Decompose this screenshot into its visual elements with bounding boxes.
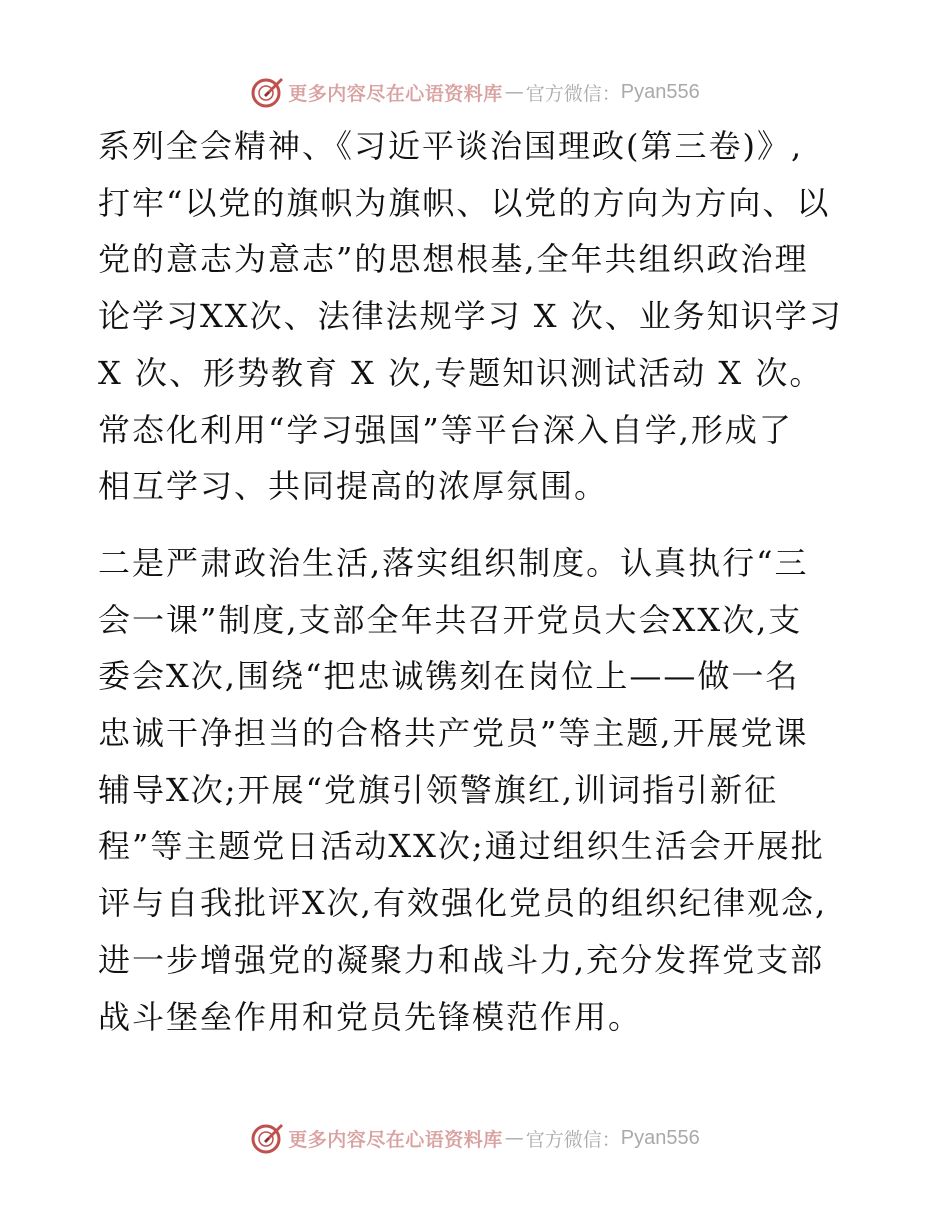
pen-logo-icon <box>250 75 284 109</box>
text-line: 评与自我批评X次,有效强化党员的组织纪律观念, <box>98 884 828 923</box>
text-line: 系列全会精神、《习近平谈治国理政(第三卷)》, <box>98 127 804 165</box>
text-line: 忠诚干净担当的合格共产党员”等主题,开展党课 <box>98 714 809 753</box>
text-line: 论学习XX次、法律法规学习 X 次、业务知识学习 <box>98 297 843 336</box>
text-line: 会一课”制度,支部全年共召开党员大会XX次,支 <box>98 600 803 639</box>
text-line: 战斗堡垒作用和党员先锋模范作用。 <box>98 997 643 1036</box>
text-line: 常态化利用“学习强国”等平台深入自学,形成了 <box>98 410 793 449</box>
pen-logo-icon <box>250 1121 284 1155</box>
text-line: 二是严肃政治生活,落实组织制度。认真执行“三 <box>98 543 809 582</box>
text-line: 相互学习、共同提高的浓厚氛围。 <box>98 467 609 506</box>
header-watermark <box>0 72 950 112</box>
text-line: 打牢“以党的旗帜为旗帜、以党的方向为方向、以 <box>98 183 831 222</box>
text-line: 程”等主题党日活动XX次;通过组织生活会开展批 <box>98 827 825 866</box>
footer-watermark <box>0 1118 950 1158</box>
watermark-separator: — <box>504 81 524 103</box>
paragraph-2 <box>98 535 850 1045</box>
watermark-wechat-label: 官方微信： <box>525 1128 621 1151</box>
text-line: 辅导X次;开展“党旗引领警旗红,训词指引新征 <box>98 770 779 809</box>
paragraph-1 <box>98 118 850 515</box>
watermark-wechat-label: 官方微信： <box>525 82 621 105</box>
watermark-site-text: 更多内容尽在心语资料库 <box>288 82 503 105</box>
text-line: 党的意志为意志”的思想根基,全年共组织政治理 <box>98 240 809 279</box>
text-line: 委会X次,围绕“把忠诚镌刻在岗位上——做一名 <box>98 657 800 696</box>
watermark-wechat-id: Pyan556 <box>620 1126 700 1149</box>
watermark-site-text: 更多内容尽在心语资料库 <box>288 1128 503 1151</box>
watermark-wechat-id: Pyan556 <box>620 80 700 103</box>
text-line: X 次、形势教育 X 次,专题知识测试活动 X 次。 <box>98 353 824 392</box>
text-line: 进一步增强党的凝聚力和战斗力,充分发挥党支部 <box>98 940 825 979</box>
document-body <box>98 118 850 1045</box>
watermark-separator: — <box>504 1127 524 1149</box>
